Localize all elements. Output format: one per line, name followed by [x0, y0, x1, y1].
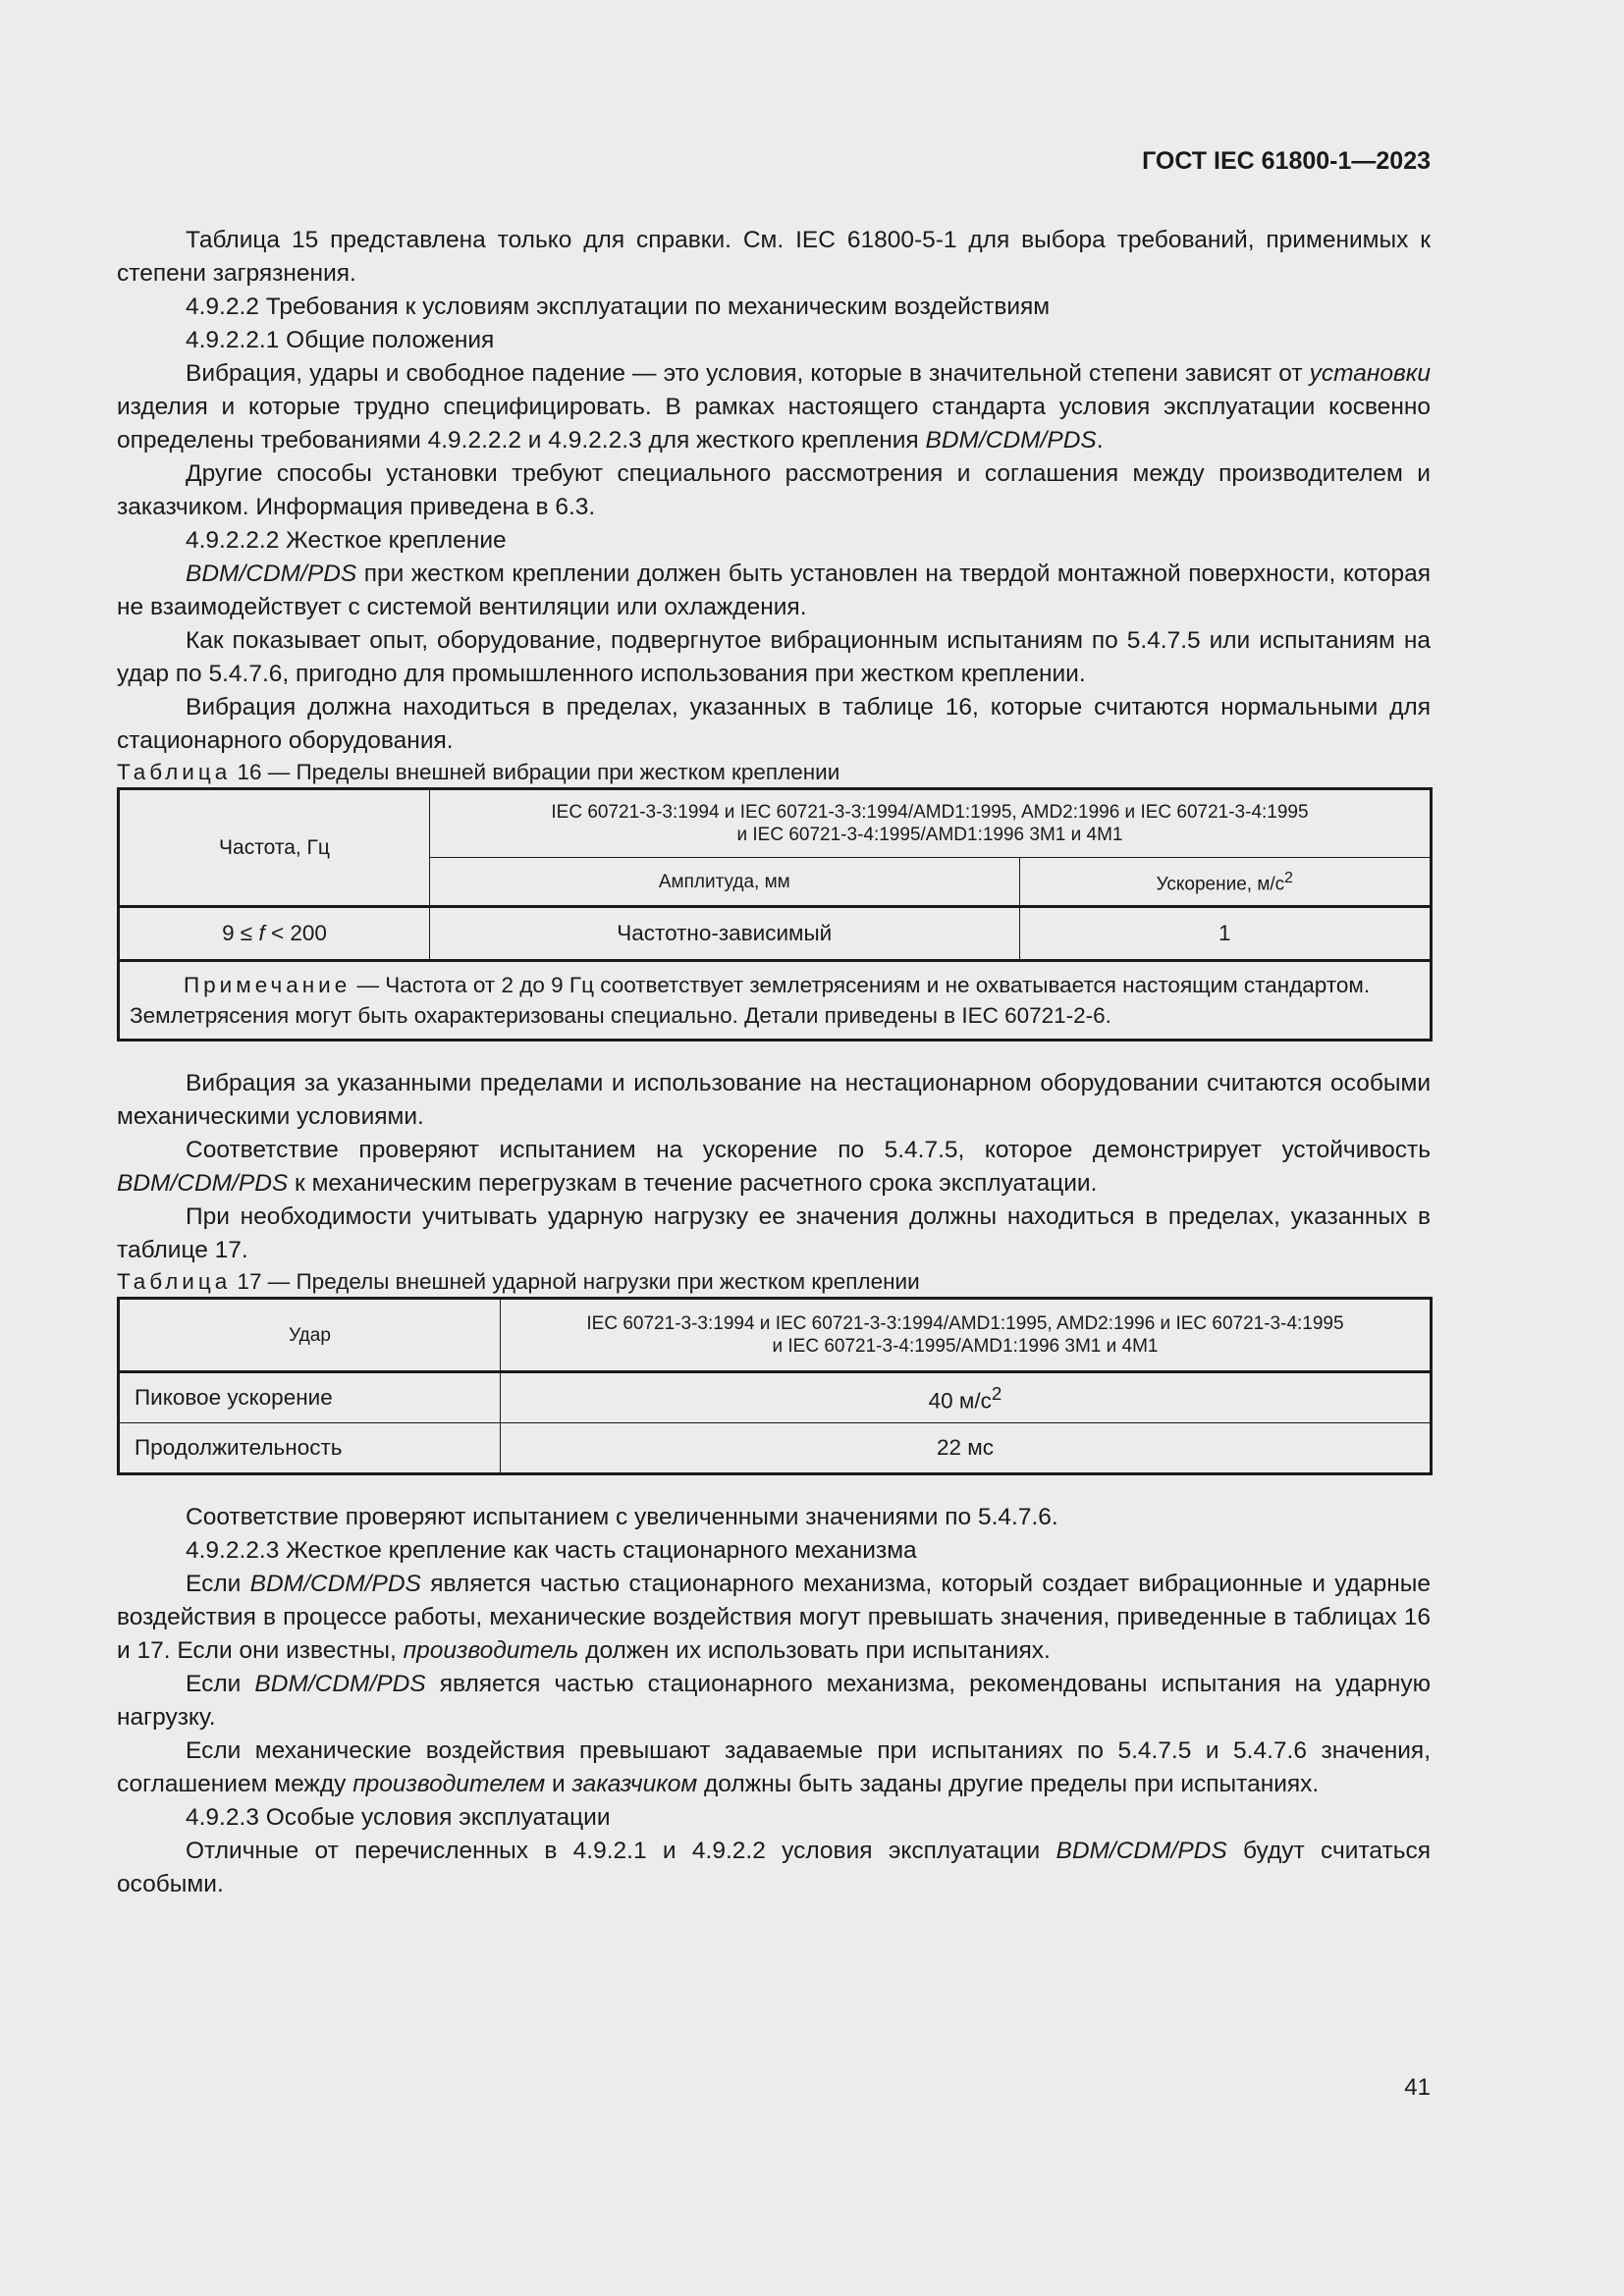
caption-label: Таблица — [117, 1269, 232, 1294]
cell-duration: 22 мс — [501, 1423, 1432, 1474]
cell-frequency — [119, 907, 430, 961]
text-span: должны быть заданы другие пределы при испытаниях. — [697, 1771, 1320, 1797]
paragraph: Соответствие проверяют испытанием с увеличенными значениями по 5.4.7.6. — [186, 1504, 1058, 1530]
unit-text: Ускорение, м/с — [1156, 874, 1285, 895]
text-span: является частью стационарного механизма, который создает вибрационные и ударные воздействия в процессе работы, механические воздействия могут превышать значения, приведенные в таблицах 16 и 17. Если они известны, — [117, 1571, 1431, 1664]
paragraph: Вибрация за указанными пределами и использование на нестационарном оборудовании считаются особыми механическими условиями. — [117, 1070, 1431, 1130]
text-span: к механическим перегрузкам в течение расчетного срока эксплуатации. — [288, 1170, 1098, 1197]
text-span: при жестком креплении должен быть установлен на твердой монтажной поверхности, которая не взаимодействует с системой вентиляции или охлаждения. — [117, 561, 1431, 620]
text-span: является частью стационарного механизма, рекомендованы испытания на ударную нагрузку. — [117, 1671, 1431, 1731]
standards-line: IEC 60721-3-3:1994 и IEC 60721-3-3:1994/AMD1:1995, AMD2:1996 и IEC 60721-3-4:1995 — [551, 802, 1309, 823]
italic-term: заказчиком — [571, 1771, 698, 1797]
paragraph — [117, 1668, 1431, 1735]
paragraph — [117, 1568, 1431, 1668]
note-text: — Частота от 2 до 9 Гц соответствует землетрясениям и не охватывается настоящим стандартом. Землетрясения могут быть охарактеризованы специально. Детали приведены в IEC 60721-2-6. — [130, 973, 1371, 1028]
caption-text: 17 — Пределы внешней ударной нагрузки при жестком креплении — [231, 1269, 920, 1294]
standards-line: и IEC 60721-3-4:1995/AMD1:1996 3M1 и 4M1 — [736, 825, 1123, 845]
table-16-caption — [117, 758, 1431, 787]
page-content — [117, 224, 1431, 1901]
header-acceleration — [1019, 858, 1431, 907]
italic-term: производителем — [352, 1771, 546, 1797]
text-span: Если — [186, 1671, 255, 1697]
section-heading: 4.9.2.2.1 Общие положения — [186, 327, 495, 353]
section-heading: 4.9.2.2.3 Жесткое крепление как часть стационарного механизма — [186, 1537, 917, 1564]
paragraph — [117, 558, 1431, 624]
standards-line: и IEC 60721-3-4:1995/AMD1:1996 3M1 и 4M1 — [772, 1336, 1159, 1357]
text-span: изделия и которые трудно специфицировать. В рамках настоящего стандарта условия эксплуатации косвенно определены требованиями 4.9.2.2.2 и 4.9.2.2.3 для жесткого крепления — [117, 394, 1431, 454]
text-span: будут считаться особыми. — [117, 1838, 1431, 1897]
text-span: Вибрация, удары и свободное падение — это условия, которые в значительной степени зависят от — [186, 360, 1310, 387]
cell-acceleration: 1 — [1019, 907, 1431, 961]
unit-superscript: 2 — [1284, 870, 1293, 887]
paragraph — [117, 1835, 1431, 1901]
header-standards — [501, 1299, 1432, 1372]
italic-term: BDM/CDM/PDS — [249, 1571, 421, 1597]
text-span: 9 ≤ — [222, 921, 259, 945]
row-label-duration: Продолжительность — [119, 1423, 501, 1474]
paragraph — [117, 1735, 1431, 1801]
paragraph: Как показывает опыт, оборудование, подвергнутое вибрационным испытаниям по 5.4.7.5 или испытаниям на удар по 5.4.7.6, пригодно для промышленного использования при жестком креплении. — [117, 627, 1431, 687]
caption-label: Таблица — [117, 760, 232, 784]
header-frequency: Частота, Гц — [119, 789, 430, 907]
document-code-header: ГОСТ IEC 61800-1—2023 — [1142, 147, 1431, 175]
italic-term: BDM/CDM/PDS — [186, 561, 357, 587]
paragraph: Вибрация должна находиться в пределах, указанных в таблице 16, которые считаются нормальными для стационарного оборудования. — [117, 694, 1431, 754]
paragraph — [117, 357, 1431, 457]
unit-superscript: 2 — [991, 1383, 1002, 1405]
standards-line: IEC 60721-3-3:1994 и IEC 60721-3-3:1994/AMD1:1995, AMD2:1996 и IEC 60721-3-4:1995 — [586, 1313, 1344, 1334]
caption-text: 16 — Пределы внешней вибрации при жестком креплении — [231, 760, 840, 784]
italic-term: установки — [1309, 360, 1431, 387]
row-label-peak-acceleration: Пиковое ускорение — [119, 1372, 501, 1423]
table-17-caption — [117, 1267, 1431, 1297]
text-span: должен их использовать при испытаниях. — [578, 1637, 1051, 1664]
text-span: Если механические воздействия превышают задаваемые при испытаниях по 5.4.7.5 и 5.4.7.6 значения, соглашением между — [117, 1737, 1431, 1797]
paragraph — [117, 1134, 1431, 1201]
cell-amplitude: Частотно-зависимый — [430, 907, 1020, 961]
table-17 — [117, 1297, 1433, 1475]
italic-term: BDM/CDM/PDS — [117, 1170, 289, 1197]
header-shock: Удар — [119, 1299, 501, 1372]
section-heading: 4.9.2.2 Требования к условиям эксплуатации по механическим воздействиям — [186, 294, 1051, 320]
paragraph: Таблица 15 представлена только для справки. См. IEC 61800-5-1 для выбора требований, применимых к степени загрязнения. — [117, 227, 1431, 287]
section-heading: 4.9.2.2.2 Жесткое крепление — [186, 527, 507, 554]
table-16 — [117, 787, 1433, 1041]
italic-term: производитель — [403, 1637, 579, 1664]
italic-term: BDM/CDM/PDS — [254, 1671, 426, 1697]
page-number: 41 — [1404, 2074, 1431, 2101]
italic-symbol: f — [258, 921, 265, 945]
text-span: Соответствие проверяют испытанием на ускорение по 5.4.7.5, которое демонстрирует устойчивость — [186, 1137, 1431, 1163]
italic-term: BDM/CDM/PDS — [1056, 1838, 1227, 1864]
value-text: 40 м/с — [928, 1388, 992, 1414]
table-note — [119, 961, 1432, 1041]
header-standards — [430, 789, 1432, 858]
text-span: < 200 — [264, 921, 327, 945]
section-heading: 4.9.2.3 Особые условия эксплуатации — [186, 1804, 611, 1831]
text-span: и — [545, 1771, 572, 1797]
note-label: Примечание — [184, 973, 352, 997]
text-span: Если — [186, 1571, 250, 1597]
italic-term: BDM/CDM/PDS — [925, 427, 1097, 454]
header-amplitude: Амплитуда, мм — [430, 858, 1020, 907]
text-span: . — [1096, 427, 1104, 454]
text-span: Отличные от перечисленных в 4.9.2.1 и 4.9.2.2 условия эксплуатации — [186, 1838, 1056, 1864]
cell-peak-acceleration — [501, 1372, 1432, 1423]
paragraph: Другие способы установки требуют специального рассмотрения и соглашения между производителем и заказчиком. Информация приведена в 6.3. — [117, 460, 1431, 520]
paragraph: При необходимости учитывать ударную нагрузку ее значения должны находиться в пределах, указанных в таблице 17. — [117, 1203, 1431, 1263]
